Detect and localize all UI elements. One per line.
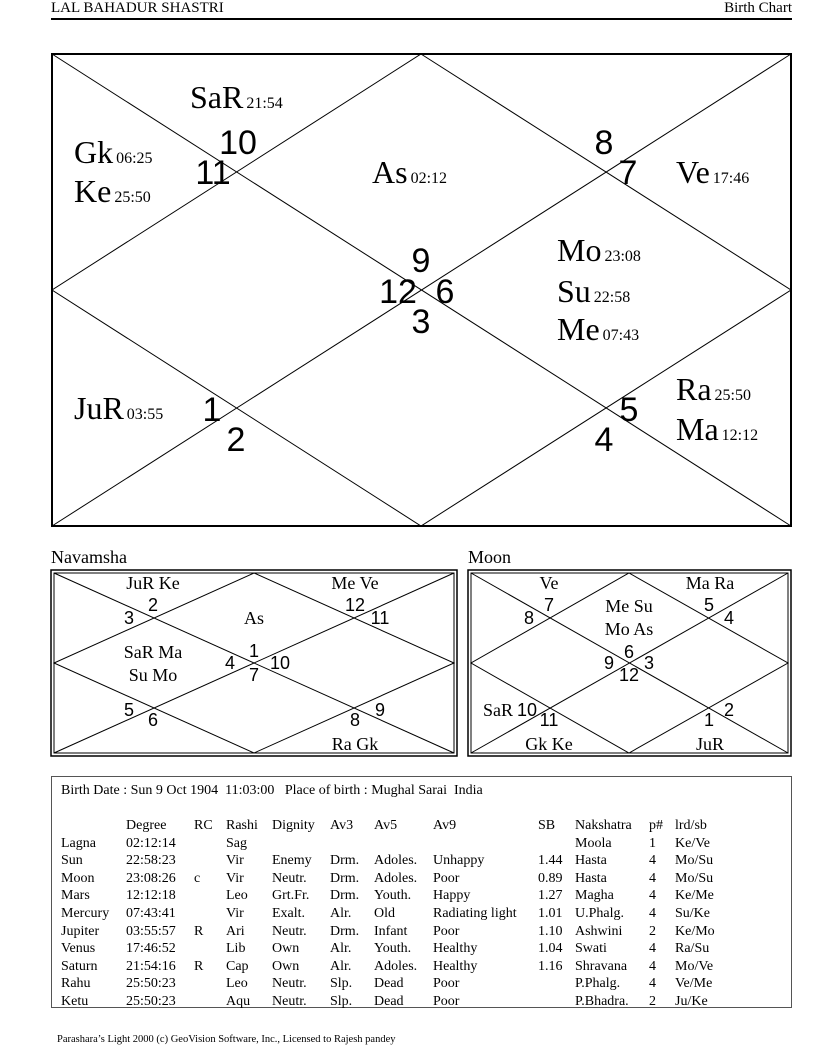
moon-house-number: 8 bbox=[523, 608, 535, 628]
table-cell: 07:43:41 bbox=[126, 905, 176, 921]
moon-house-number: 2 bbox=[723, 700, 735, 720]
table-cell bbox=[538, 975, 575, 993]
rasi-house-number: 12 bbox=[379, 273, 417, 311]
table-cell: 03:55:57 bbox=[126, 923, 176, 939]
table-cell: Vir bbox=[226, 905, 244, 921]
table-cell: Drm. bbox=[330, 923, 360, 939]
moon-house-number: 6 bbox=[623, 642, 635, 662]
table-cell: Enemy bbox=[272, 853, 312, 869]
column-header: Av9 bbox=[433, 818, 457, 833]
table-cell: 22:58:23 bbox=[126, 853, 176, 869]
moon-label: Ma Ra bbox=[685, 573, 735, 593]
table-cell: 4 bbox=[649, 976, 656, 992]
table-cell: Radiating light bbox=[433, 905, 517, 921]
table-cell: Ke/Me bbox=[675, 888, 714, 904]
birth-place-label: Place of birth : bbox=[284, 783, 368, 798]
birth-date: Sun 9 Oct 1904 11:03:00 bbox=[130, 783, 275, 798]
moon-house-number: 12 bbox=[618, 665, 640, 685]
table-cell: Ari bbox=[226, 923, 245, 939]
table-cell: Own bbox=[272, 941, 300, 957]
table-cell bbox=[374, 835, 433, 853]
table-cell: 1.04 bbox=[538, 941, 563, 957]
table-cell: 23:08:26 bbox=[126, 870, 176, 886]
table-cell: 02:12:14 bbox=[126, 835, 176, 851]
table-cell: Venus bbox=[61, 941, 96, 957]
table-cell: Healthy bbox=[433, 941, 478, 957]
table-cell: Dead bbox=[374, 976, 404, 992]
native-name: LAL BAHADUR SHASTRI bbox=[51, 0, 224, 16]
planet-venus: Ve 17:46 bbox=[676, 154, 750, 190]
table-row bbox=[61, 835, 735, 853]
table-cell: 17:46:52 bbox=[126, 941, 176, 957]
navamsha-title: Navamsha bbox=[51, 547, 127, 567]
planet-rahu: Ra 25:50 bbox=[676, 371, 751, 407]
table-cell: 1.01 bbox=[538, 905, 563, 921]
table-cell: Aqu bbox=[226, 993, 251, 1009]
navamsha-house-number: 6 bbox=[147, 710, 159, 730]
table-cell: U.Phalg. bbox=[575, 905, 624, 921]
navamsha-planets bbox=[124, 573, 379, 754]
table-cell: 1.44 bbox=[538, 853, 563, 869]
table-cell: Alr. bbox=[330, 905, 352, 921]
table-cell: Cap bbox=[226, 958, 249, 974]
moon-house-number: 7 bbox=[543, 595, 555, 615]
table-cell: 4 bbox=[649, 870, 656, 886]
table-cell: Magha bbox=[575, 888, 614, 904]
table-cell bbox=[538, 993, 575, 1011]
table-cell: Mo/Su bbox=[675, 870, 714, 886]
table-cell bbox=[272, 835, 330, 853]
planet-mars: Ma 12:12 bbox=[676, 411, 759, 447]
table-cell: Sag bbox=[226, 835, 247, 851]
table-cell: Neutr. bbox=[272, 976, 307, 992]
table-cell: Adoles. bbox=[374, 870, 418, 886]
moon-house-number: 9 bbox=[603, 653, 615, 673]
table-cell: Vir bbox=[226, 853, 244, 869]
column-header: RC bbox=[194, 818, 213, 833]
rasi-house-number: 3 bbox=[411, 303, 431, 341]
table-cell: Hasta bbox=[575, 853, 607, 869]
rasi-house-number: 2 bbox=[226, 421, 246, 459]
navamsha-label: Me Ve bbox=[331, 573, 379, 593]
column-header: Dignity bbox=[272, 818, 315, 833]
table-cell: 25:50:23 bbox=[126, 993, 176, 1009]
table-row bbox=[61, 852, 735, 870]
table-cell: Lib bbox=[226, 941, 246, 957]
table-cell: Ra/Su bbox=[675, 941, 710, 957]
table-cell: Ashwini bbox=[575, 923, 623, 939]
table-cell: Leo bbox=[226, 976, 248, 992]
table-cell: Dead bbox=[374, 993, 404, 1009]
moon-house-number: 4 bbox=[723, 608, 735, 628]
planet-saturn: SaR 21:54 bbox=[190, 79, 283, 115]
table-cell: c bbox=[194, 870, 201, 886]
table-cell: Adoles. bbox=[374, 958, 418, 974]
planet-jupiter: JuR 03:55 bbox=[74, 390, 164, 426]
table-row bbox=[61, 993, 735, 1011]
navamsha-label: SaR Ma bbox=[123, 642, 183, 662]
table-header-row bbox=[61, 817, 735, 835]
table-cell: Neutr. bbox=[272, 993, 307, 1009]
table-cell: Saturn bbox=[61, 958, 98, 974]
rasi-house-number: 11 bbox=[195, 154, 231, 192]
planet-info-panel bbox=[51, 776, 792, 1008]
planet-moon: Mo 23:08 bbox=[557, 232, 641, 268]
table-cell: Mars bbox=[61, 888, 90, 904]
navamsha-house-number: 5 bbox=[123, 700, 135, 720]
navamsha-house-number: 2 bbox=[147, 595, 159, 615]
birth-place: Mughal Sarai India bbox=[371, 783, 483, 798]
table-cell: 4 bbox=[649, 853, 656, 869]
rasi-house-number: 7 bbox=[618, 154, 638, 192]
table-cell: Hasta bbox=[575, 870, 607, 886]
navamsha-house-number: 3 bbox=[123, 608, 135, 628]
column-header: Rashi bbox=[226, 818, 258, 833]
table-cell: Drm. bbox=[330, 853, 360, 869]
table-cell bbox=[433, 835, 538, 853]
table-cell: Mo/Ve bbox=[675, 958, 714, 974]
table-cell: 4 bbox=[649, 888, 656, 904]
rasi-house-number: 10 bbox=[219, 124, 257, 162]
navamsha-label: JuR Ke bbox=[126, 573, 180, 593]
planet-sun: Su 22:58 bbox=[557, 273, 631, 309]
rasi-house-number: 1 bbox=[202, 391, 222, 429]
table-cell: Old bbox=[374, 905, 395, 921]
rasi-chart bbox=[52, 54, 791, 526]
table-cell: R bbox=[194, 958, 204, 974]
moon-label: Ve bbox=[539, 573, 559, 593]
rasi-house-number: 5 bbox=[619, 391, 639, 429]
moon-label: Me Su bbox=[605, 596, 653, 616]
table-cell bbox=[194, 975, 226, 993]
table-row bbox=[61, 905, 735, 923]
table-cell: Rahu bbox=[61, 976, 91, 992]
table-cell: Own bbox=[272, 958, 300, 974]
table-cell: P.Phalg. bbox=[575, 976, 621, 992]
navamsha-house-number: 9 bbox=[374, 700, 386, 720]
table-cell: Vir bbox=[226, 870, 244, 886]
table-cell: Unhappy bbox=[433, 853, 485, 869]
table-cell: Neutr. bbox=[272, 870, 307, 886]
table-cell: Neutr. bbox=[272, 923, 307, 939]
table-cell: 21:54:16 bbox=[126, 958, 176, 974]
table-cell: Ve/Me bbox=[675, 976, 713, 992]
navamsha-chart bbox=[51, 570, 457, 756]
navamsha-house-number: 10 bbox=[269, 653, 291, 673]
table-cell: Moola bbox=[575, 835, 612, 851]
navamsha-house-number: 7 bbox=[248, 665, 260, 685]
table-cell: Poor bbox=[433, 976, 460, 992]
table-cell: Youth. bbox=[374, 888, 412, 904]
table-cell: Drm. bbox=[330, 870, 360, 886]
column-header: Av3 bbox=[330, 818, 354, 833]
table-cell: Poor bbox=[433, 923, 460, 939]
planet-gulika: Gk 06:25 bbox=[74, 134, 153, 170]
column-header: Av5 bbox=[374, 818, 398, 833]
table-cell: Mercury bbox=[61, 905, 110, 921]
table-cell: Healthy bbox=[433, 958, 478, 974]
column-header: Degree bbox=[126, 818, 167, 833]
column-header: Nakshatra bbox=[575, 818, 632, 833]
table-cell: 25:50:23 bbox=[126, 976, 176, 992]
table-cell: Swati bbox=[575, 941, 607, 957]
table-cell: 4 bbox=[649, 941, 656, 957]
table-cell bbox=[194, 940, 226, 958]
moon-house-number: 3 bbox=[643, 653, 655, 673]
planet-mercury: Me 07:43 bbox=[557, 311, 640, 347]
table-cell bbox=[194, 852, 226, 870]
table-cell: Youth. bbox=[374, 941, 412, 957]
navamsha-house-number: 11 bbox=[370, 608, 390, 628]
rasi-house-number: 4 bbox=[594, 421, 614, 459]
table-cell: Adoles. bbox=[374, 853, 418, 869]
navamsha-label: As bbox=[243, 608, 265, 628]
table-cell: Poor bbox=[433, 993, 460, 1009]
moon-house-number: 5 bbox=[703, 595, 715, 615]
table-row bbox=[61, 887, 735, 905]
table-row bbox=[61, 923, 735, 941]
table-cell: Poor bbox=[433, 870, 460, 886]
column-header: lrd/sb bbox=[675, 818, 707, 833]
rasi-house-number: 6 bbox=[435, 273, 455, 311]
navamsha-house-number: 8 bbox=[349, 710, 361, 730]
navamsha-house-number: 4 bbox=[224, 653, 236, 673]
navamsha-label: Ra Gk bbox=[331, 734, 379, 754]
table-cell bbox=[538, 835, 575, 853]
table-cell: Su/Ke bbox=[675, 905, 710, 921]
table-cell: 12:12:18 bbox=[126, 888, 176, 904]
table-cell: 1.27 bbox=[538, 888, 563, 904]
table-cell: Ketu bbox=[61, 993, 89, 1009]
table-cell: Drm. bbox=[330, 888, 360, 904]
table-cell: 4 bbox=[649, 958, 656, 974]
software-footer: Parashara’s Light 2000 (c) GeoVision Software, Inc., Licensed to Rajesh pandey bbox=[57, 1034, 396, 1045]
page-title: Birth Chart bbox=[724, 0, 792, 16]
table-cell: Leo bbox=[226, 888, 248, 904]
table-cell: 2 bbox=[649, 993, 656, 1009]
table-cell bbox=[194, 905, 226, 923]
table-cell: Moon bbox=[61, 870, 95, 886]
table-cell: 1.16 bbox=[538, 958, 563, 974]
birth-details bbox=[61, 783, 483, 799]
table-cell: 2 bbox=[649, 923, 656, 939]
table-cell: Ke/Mo bbox=[675, 923, 715, 939]
moon-label: SaR bbox=[482, 700, 514, 720]
table-row bbox=[61, 975, 735, 993]
planet-ketu: Ke 25:50 bbox=[74, 173, 151, 209]
table-cell: Slp. bbox=[330, 993, 353, 1009]
table-row bbox=[61, 958, 735, 976]
moon-house-number: 1 bbox=[703, 710, 715, 730]
column-header: SB bbox=[538, 818, 556, 833]
table-cell: 1.10 bbox=[538, 923, 563, 939]
table-cell: Slp. bbox=[330, 976, 353, 992]
moon-label: Gk Ke bbox=[525, 734, 573, 754]
table-cell: 0.89 bbox=[538, 870, 563, 886]
table-cell: Alr. bbox=[330, 958, 352, 974]
planet-table bbox=[61, 817, 735, 1011]
table-cell: Ju/Ke bbox=[675, 993, 708, 1009]
table-cell: 1 bbox=[649, 835, 656, 851]
navamsha-house-number: 1 bbox=[248, 641, 260, 661]
table-cell: Grt.Fr. bbox=[272, 888, 310, 904]
rasi-house-number: 8 bbox=[594, 124, 614, 162]
table-cell bbox=[194, 887, 226, 905]
table-cell: Shravana bbox=[575, 958, 628, 974]
column-header: p# bbox=[649, 818, 663, 833]
moon-label: Mo As bbox=[604, 619, 654, 639]
table-row bbox=[61, 940, 735, 958]
table-cell: Infant bbox=[374, 923, 408, 939]
rasi-house-number: 9 bbox=[411, 242, 431, 280]
moon-house-number: 10 bbox=[516, 700, 538, 720]
table-cell: Mo/Su bbox=[675, 853, 714, 869]
table-cell bbox=[194, 993, 226, 1011]
planet-ascendant: As 02:12 bbox=[372, 154, 448, 190]
moon-label: JuR bbox=[695, 734, 725, 754]
moon-chart-title: Moon bbox=[468, 547, 512, 567]
table-row bbox=[61, 870, 735, 888]
table-cell: Happy bbox=[433, 888, 471, 904]
table-cell: 4 bbox=[649, 905, 656, 921]
table-cell: P.Bhadra. bbox=[575, 993, 629, 1009]
moon-house-number: 11 bbox=[539, 710, 559, 730]
navamsha-house-number: 12 bbox=[344, 595, 366, 615]
navamsha-label: Su Mo bbox=[128, 665, 178, 685]
table-cell bbox=[194, 835, 226, 853]
table-cell bbox=[330, 835, 374, 853]
table-cell: Jupiter bbox=[61, 923, 100, 939]
table-cell: Ke/Ve bbox=[675, 835, 710, 851]
table-cell: R bbox=[194, 923, 204, 939]
column-header bbox=[61, 817, 126, 835]
table-cell: Exalt. bbox=[272, 905, 306, 921]
birth-date-label: Birth Date : bbox=[61, 783, 128, 798]
table-cell: Lagna bbox=[61, 835, 96, 851]
table-cell: Sun bbox=[61, 853, 83, 869]
table-cell: Alr. bbox=[330, 941, 352, 957]
